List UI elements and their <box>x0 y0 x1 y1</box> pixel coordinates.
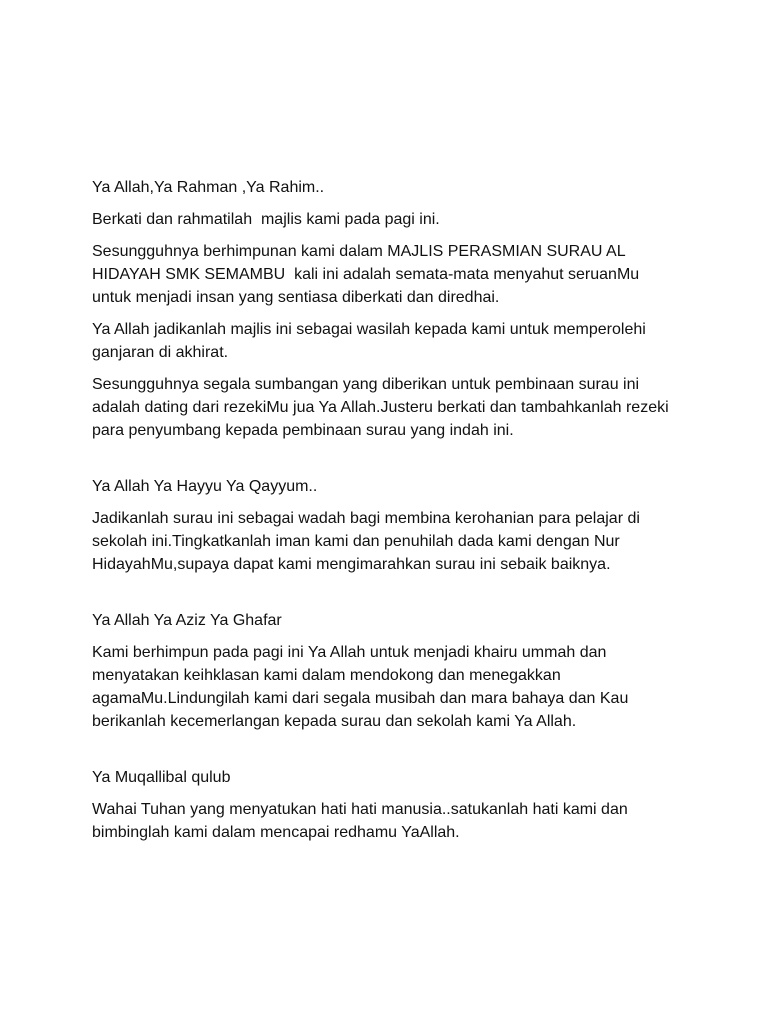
paragraph-spacer <box>92 585 678 609</box>
invocation-heading-3: Ya Allah Ya Aziz Ya Ghafar <box>92 612 282 629</box>
paragraph-surau-purpose: Jadikanlah surau ini sebagai wadah bagi membina kerohanian para pelajar di sekolah ini.Tingkatkanlah iman kami dan penuhilah dada kami dengan Nur HidayahMu,supaya dapat kami mengimarahkan surau ini sebaik baiknya. <box>92 510 645 573</box>
invocation-heading-4: Ya Muqallibal qulub <box>92 769 231 786</box>
paragraph-gathering: Sesungguhnya berhimpunan kami dalam MAJLIS PERASMIAN SURAU AL HIDAYAH SMK SEMAMBU kali ini adalah semata-mata menyahut seruanMu untuk menjadi insan yang sentiasa diberkati dan diredhai. <box>92 243 644 306</box>
paragraph-spacer <box>92 742 678 766</box>
paragraph-unite-hearts: Wahai Tuhan yang menyatukan hati hati manusia..satukanlah hati kami dan bimbinglah kami dalam mencapai redhamu YaAllah. <box>92 801 633 841</box>
invocation-heading-2: Ya Allah Ya Hayyu Ya Qayyum.. <box>92 478 318 495</box>
invocation-heading-1: Ya Allah,Ya Rahman ,Ya Rahim.. <box>92 179 325 196</box>
paragraph-blessing: Berkati dan rahmatilah majlis kami pada pagi ini. <box>92 211 440 228</box>
paragraph-wasilah: Ya Allah jadikanlah majlis ini sebagai wasilah kepada kami untuk memperolehi ganjaran di akhirat. <box>92 321 651 361</box>
paragraph-contributions: Sesungguhnya segala sumbangan yang diberikan untuk pembinaan surau ini adalah dating dari rezekiMu jua Ya Allah.Justeru berkati dan tambahkanlah rezeki para penyumbang kepada pembinaan surau yang indah ini. <box>92 376 674 439</box>
paragraph-spacer <box>92 451 678 475</box>
paragraph-khairu-ummah: Kami berhimpun pada pagi ini Ya Allah untuk menjadi khairu ummah dan menyatakan keihklasan kami dalam mendokong dan menegakkan agamaMu.Lindungilah kami dari segala musibah dan mara bahaya dan Kau berikanlah kecemerlangan kepada surau dan sekolah kami Ya Allah. <box>92 644 633 730</box>
